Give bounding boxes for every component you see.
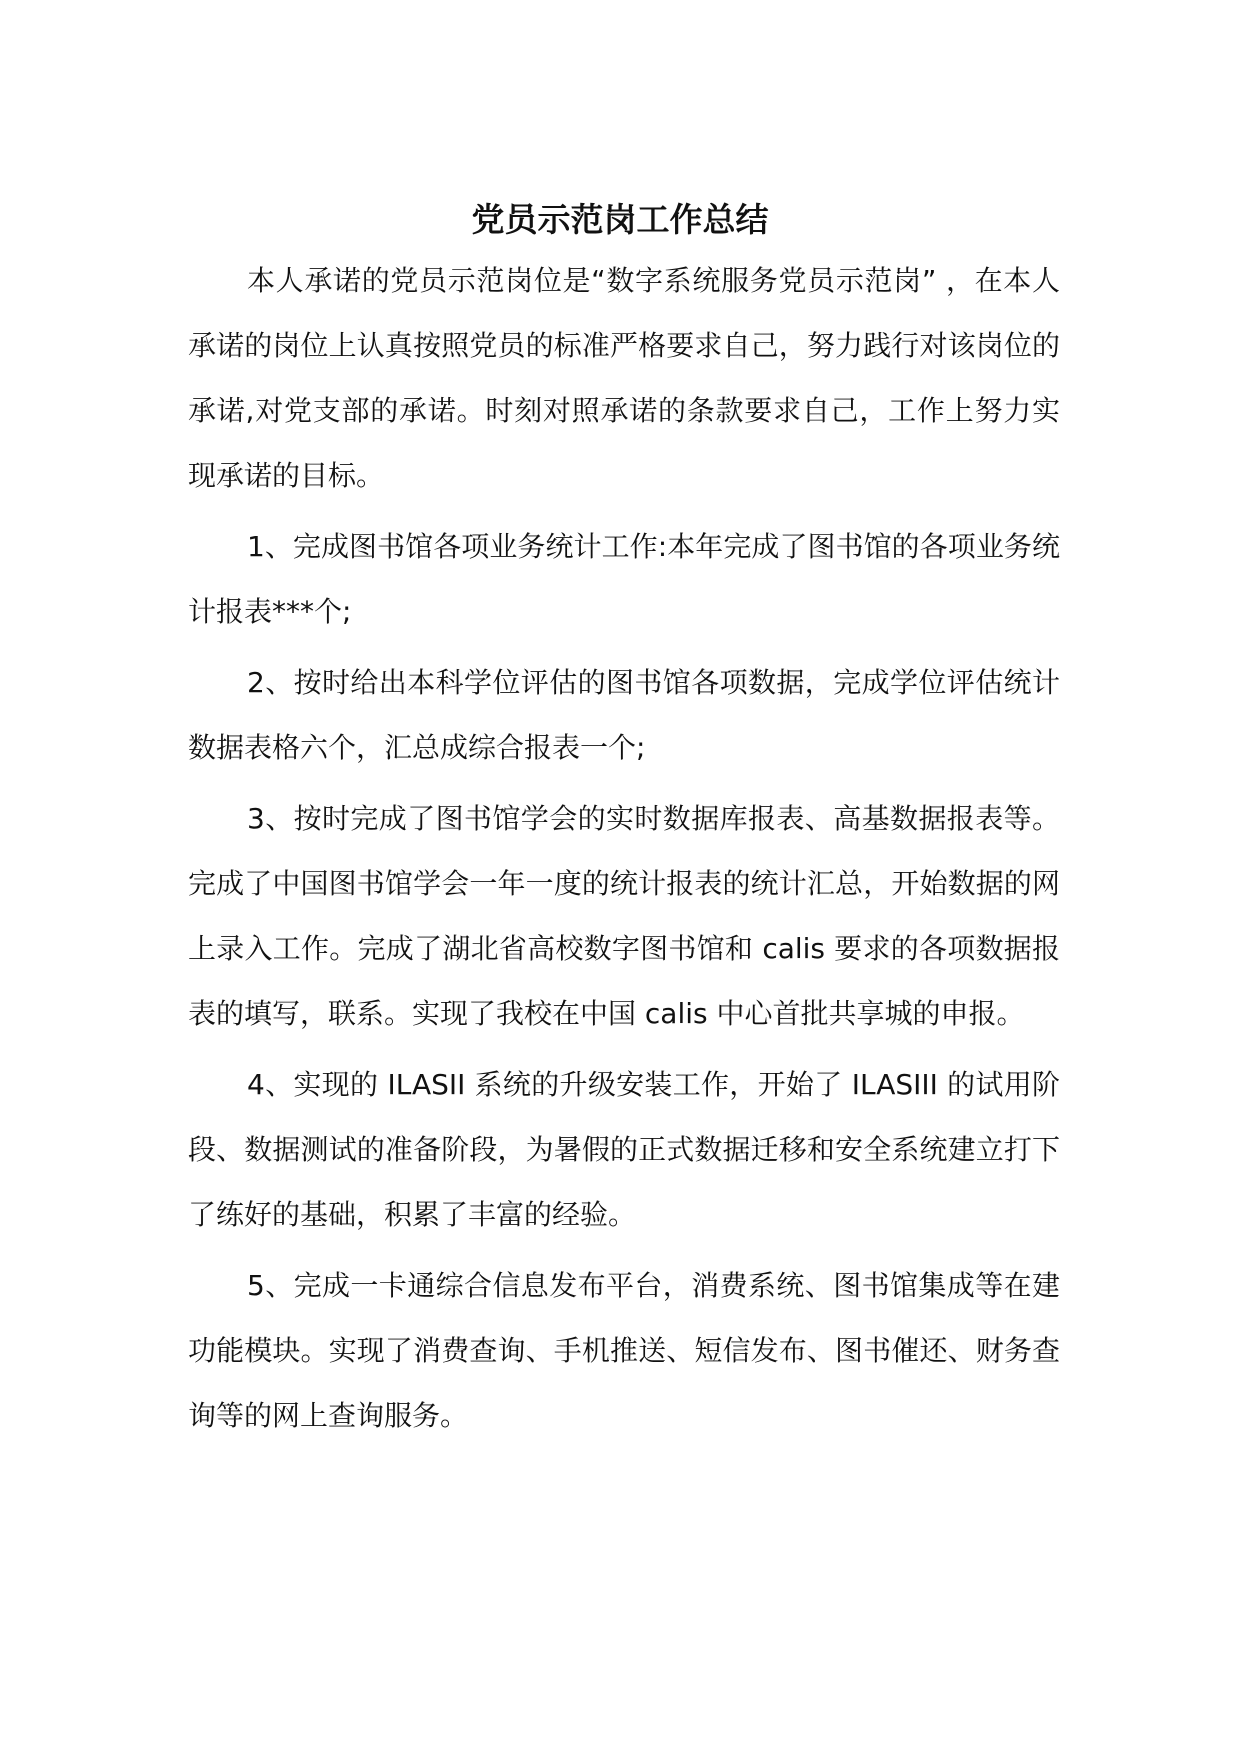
paragraph-intro: 本人承诺的党员示范岗位是“数字系统服务党员示范岗” ，在本人承诺的岗位上认真按照党员的标准严格要求自己，努力践行对该岗位的承诺,对党支部的承诺。时刻对照承诺的条款要求自己，工作上努力实现承诺的目标。 — [188, 264, 1060, 492]
document-title: 党员示范岗工作总结 — [471, 200, 769, 240]
paragraph-item-5: 5、完成一卡通综合信息发布平台，消费系统、图书馆集成等在建功能模块。实现了消费查询、手机推送、短信发布、图书催还、财务查询等的网上查询服务。 — [188, 1269, 1060, 1432]
paragraph-item-4: 4、实现的 ILASII 系统的升级安装工作，开始了 ILASIII 的试用阶段、数据测试的准备阶段，为暑假的正式数据迁移和安全系统建立打下了练好的基础，积累了丰富的经验。 — [188, 1068, 1060, 1231]
paragraph-item-2: 2、按时给出本科学位评估的图书馆各项数据，完成学位评估统计数据表格六个，汇总成综合报表一个; — [188, 666, 1060, 764]
paragraph-item-1: 1、完成图书馆各项业务统计工作:本年完成了图书馆的各项业务统计报表***个; — [188, 530, 1060, 628]
document-body — [188, 248, 1060, 1454]
paragraph-item-3: 3、按时完成了图书馆学会的实时数据库报表、高基数据报表等。完成了中国图书馆学会一年一度的统计报表的统计汇总，开始数据的网上录入工作。完成了湖北省高校数字图书馆和 calis 要求的各项数据报表的填写，联系。实现了我校在中国 calis 中心首批共享城的申报。 — [188, 802, 1060, 1030]
